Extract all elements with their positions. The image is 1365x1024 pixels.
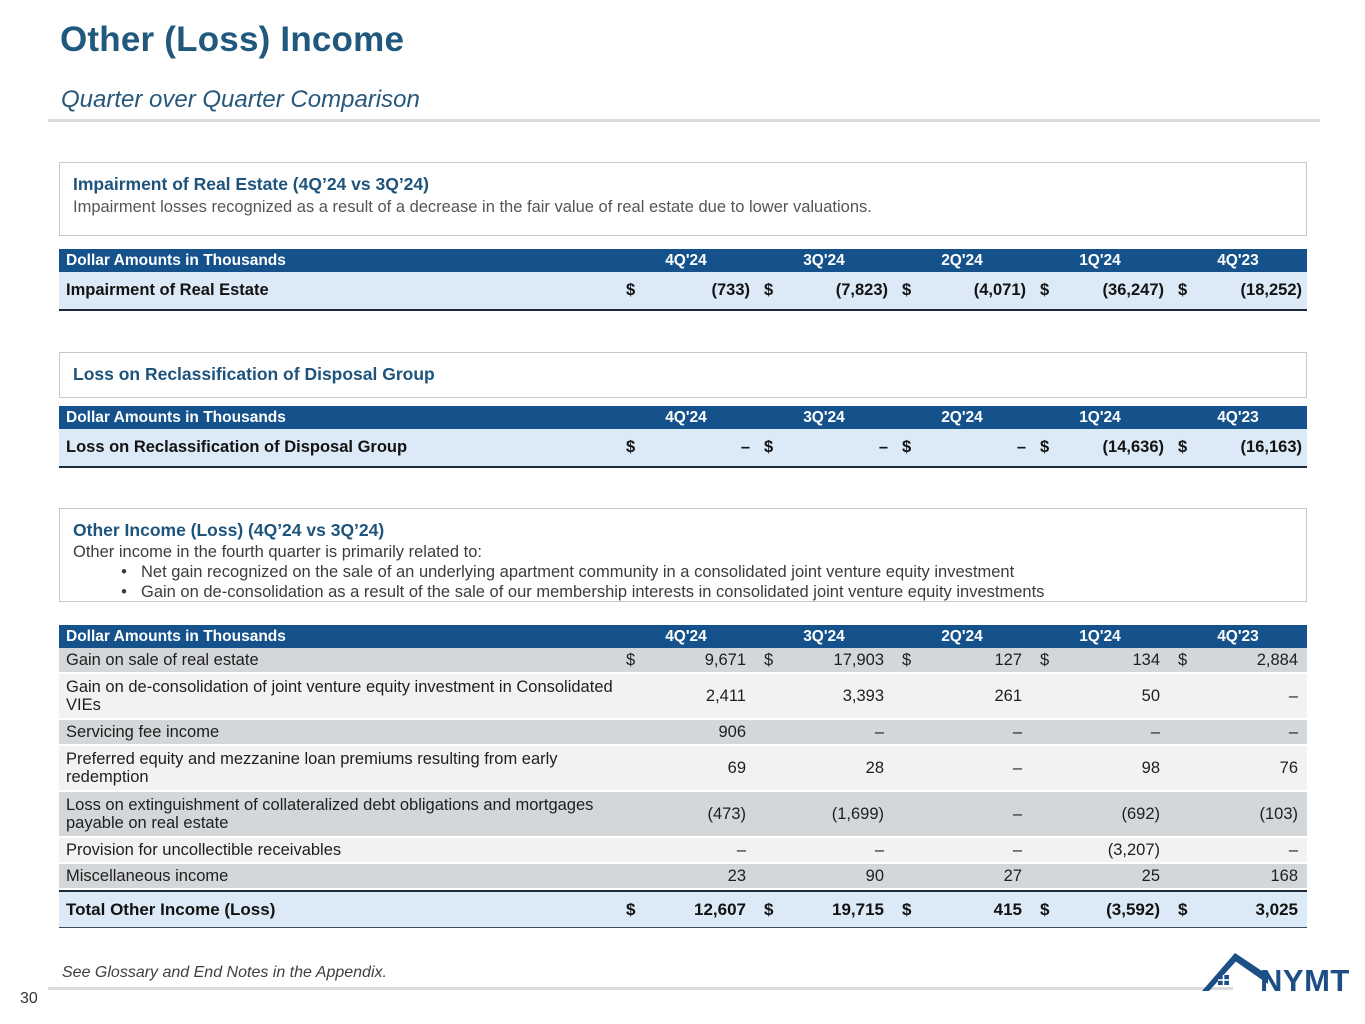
row-label: Preferred equity and mezzanine loan premiums resulting from early redemption	[66, 749, 558, 786]
row-label: Gain on de-consolidation of joint venture equity investment in Consolidated VIEs	[66, 677, 613, 714]
currency-symbol: $	[626, 438, 636, 456]
column-header: 4Q'24	[665, 627, 707, 645]
table-row	[59, 838, 1307, 864]
section-description: Impairment losses recognized as a result of a decrease in the fair value of real estate due to lower valuations.	[73, 198, 872, 216]
currency-symbol: $	[1040, 650, 1050, 669]
value-cell	[1169, 867, 1307, 886]
cell-value: –	[740, 438, 750, 456]
cell-value: 12,607	[694, 899, 746, 919]
cell-value: 2,884	[1256, 650, 1298, 669]
cell-value: 2,411	[705, 686, 746, 705]
value-cell	[893, 841, 1031, 860]
value-cell	[1031, 867, 1169, 886]
column-header: 1Q'24	[1079, 627, 1121, 645]
cell-value: 906	[718, 722, 746, 741]
currency-symbol: $	[1040, 899, 1050, 919]
value-cell	[1169, 651, 1307, 670]
value-cell	[893, 900, 1031, 920]
cell-value: –	[874, 722, 884, 741]
cell-value: –	[1012, 758, 1022, 777]
title-divider	[48, 119, 1320, 122]
cell-value: (3,207)	[1107, 840, 1160, 859]
currency-symbol: $	[626, 899, 636, 919]
value-cell	[755, 687, 893, 706]
column-header: 4Q'23	[1217, 408, 1259, 426]
currency-symbol: $	[626, 650, 636, 669]
value-cell	[617, 759, 755, 778]
table-row	[59, 272, 1307, 311]
value-cell	[755, 759, 893, 778]
value-cell	[1031, 900, 1169, 920]
row-label: Impairment of Real Estate	[66, 281, 269, 300]
column-header: 4Q'24	[665, 408, 707, 426]
value-cell	[617, 687, 755, 706]
cell-value: (692)	[1121, 804, 1160, 823]
value-cell	[893, 687, 1031, 706]
cell-value: 261	[994, 686, 1022, 705]
value-cell	[617, 651, 755, 670]
table-row	[59, 720, 1307, 746]
currency-symbol: $	[764, 281, 774, 299]
value-cell	[1031, 651, 1169, 670]
page-number: 30	[20, 990, 38, 1007]
cell-value: (733)	[711, 281, 750, 299]
bullet-glyph: •	[121, 563, 127, 581]
value-cell	[755, 841, 893, 860]
bullet-item	[73, 562, 1293, 582]
cell-value: –	[1012, 804, 1022, 823]
reclassification-table	[59, 406, 1307, 468]
column-header: 2Q'24	[941, 251, 983, 269]
cell-value: 69	[727, 758, 746, 777]
cell-value: (18,252)	[1240, 281, 1302, 299]
column-header: 3Q'24	[803, 627, 845, 645]
value-cell	[1169, 759, 1307, 778]
table-row	[59, 674, 1307, 720]
cell-value: 3,393	[842, 686, 884, 705]
currency-symbol: $	[1178, 438, 1188, 456]
cell-value: 415	[993, 899, 1022, 919]
currency-symbol: $	[1040, 438, 1050, 456]
currency-symbol: $	[1178, 650, 1188, 669]
value-cell	[755, 900, 893, 920]
page-title: Other (Loss) Income	[60, 20, 405, 59]
cell-value: 19,715	[832, 899, 884, 919]
footer-divider	[48, 987, 1233, 990]
row-label: Miscellaneous income	[66, 866, 229, 885]
table-header	[59, 406, 1307, 429]
cell-value: 27	[1003, 866, 1022, 885]
table-row	[59, 746, 1307, 792]
currency-symbol: $	[902, 650, 912, 669]
value-cell	[755, 723, 893, 742]
cell-value: (473)	[707, 804, 746, 823]
value-cell	[893, 805, 1031, 824]
column-header: 4Q'23	[1217, 251, 1259, 269]
table-header	[59, 249, 1307, 272]
currency-symbol: $	[626, 281, 636, 299]
value-cell	[1031, 438, 1169, 457]
cell-value: (103)	[1259, 804, 1298, 823]
row-label: Loss on extinguishment of collateralized debt obligations and mortgages payable on real estate	[66, 795, 594, 832]
cell-value: 25	[1141, 866, 1160, 885]
bullet-glyph: •	[121, 583, 127, 602]
column-header: 1Q'24	[1079, 408, 1121, 426]
column-header: 3Q'24	[803, 251, 845, 269]
cell-value: 90	[865, 866, 884, 885]
value-cell	[617, 723, 755, 742]
currency-symbol: $	[902, 281, 912, 299]
cell-value: 50	[1141, 686, 1160, 705]
currency-symbol: $	[1040, 281, 1050, 299]
value-cell	[755, 438, 893, 457]
section-other-income	[59, 508, 1307, 602]
cell-value: (3,592)	[1106, 899, 1160, 919]
value-cell	[755, 651, 893, 670]
value-cell	[617, 841, 755, 860]
section-heading: Impairment of Real Estate (4Q’24 vs 3Q’24)	[73, 174, 429, 194]
cell-value: 23	[727, 866, 746, 885]
value-cell	[1169, 900, 1307, 920]
cell-value: (1,699)	[831, 804, 884, 823]
table-row	[59, 648, 1307, 674]
value-cell	[1031, 281, 1169, 300]
cell-value: (36,247)	[1102, 281, 1164, 299]
table-header-label: Dollar Amounts in Thousands	[66, 251, 286, 269]
cell-value: –	[878, 438, 888, 456]
value-cell	[1169, 723, 1307, 742]
cell-value: –	[1288, 840, 1298, 859]
cell-value: –	[1288, 722, 1298, 741]
cell-value: 127	[994, 650, 1022, 669]
value-cell	[893, 438, 1031, 457]
cell-value: (16,163)	[1240, 438, 1302, 456]
column-header: 4Q'23	[1217, 627, 1259, 645]
cell-value: 168	[1270, 866, 1298, 885]
cell-value: –	[874, 840, 884, 859]
value-cell	[617, 867, 755, 886]
cell-value: (7,823)	[835, 281, 888, 299]
cell-value: (4,071)	[973, 281, 1026, 299]
value-cell	[755, 867, 893, 886]
value-cell	[617, 281, 755, 300]
bullet-text: Gain on de-consolidation as a result of the sale of our membership interests in consolidated joint venture equity investments	[141, 583, 1045, 602]
currency-symbol: $	[764, 650, 774, 669]
cell-value: –	[1012, 840, 1022, 859]
value-cell	[893, 723, 1031, 742]
value-cell	[1169, 281, 1307, 300]
section-impairment	[59, 162, 1307, 236]
value-cell	[755, 805, 893, 824]
table-row	[59, 429, 1307, 468]
logo-text: NYMT	[1260, 963, 1350, 998]
table-row	[59, 792, 1307, 838]
cell-value: –	[1288, 686, 1298, 705]
currency-symbol: $	[902, 438, 912, 456]
value-cell	[1169, 687, 1307, 706]
house-roof-icon	[1202, 950, 1268, 997]
bullet-item	[73, 582, 1293, 602]
row-label: Gain on sale of real estate	[66, 650, 259, 669]
cell-value: 98	[1141, 758, 1160, 777]
row-label: Provision for uncollectible receivables	[66, 840, 342, 859]
currency-symbol: $	[764, 899, 774, 919]
column-header: 3Q'24	[803, 408, 845, 426]
currency-symbol: $	[1178, 281, 1188, 299]
cell-value: 3,025	[1255, 899, 1298, 919]
column-header: 1Q'24	[1079, 251, 1121, 269]
value-cell	[1031, 805, 1169, 824]
value-cell	[1031, 687, 1169, 706]
currency-symbol: $	[1178, 899, 1188, 919]
cell-value: –	[1150, 722, 1160, 741]
page-subtitle: Quarter over Quarter Comparison	[61, 86, 420, 113]
footnote: See Glossary and End Notes in the Appendix.	[62, 964, 387, 981]
cell-value: 134	[1132, 650, 1160, 669]
column-header: 4Q'24	[665, 251, 707, 269]
section-reclassification	[59, 352, 1307, 398]
value-cell	[1169, 841, 1307, 860]
value-cell	[755, 281, 893, 300]
column-header: 2Q'24	[941, 408, 983, 426]
value-cell	[617, 438, 755, 457]
cell-value: 9,671	[704, 650, 746, 669]
table-header	[59, 625, 1307, 648]
value-cell	[1031, 759, 1169, 778]
row-label: Loss on Reclassification of Disposal Group	[66, 438, 408, 457]
column-header: 2Q'24	[941, 627, 983, 645]
value-cell	[1169, 805, 1307, 824]
value-cell	[617, 900, 755, 920]
cell-value: (14,636)	[1102, 438, 1164, 456]
value-cell	[893, 759, 1031, 778]
row-label: Servicing fee income	[66, 722, 220, 741]
value-cell	[1169, 438, 1307, 457]
bullet-text: Net gain recognized on the sale of an underlying apartment community in a consolidated joint venture equity investment	[141, 563, 1015, 581]
table-header-label: Dollar Amounts in Thousands	[66, 627, 286, 645]
value-cell	[893, 651, 1031, 670]
cell-value: –	[736, 840, 746, 859]
value-cell	[893, 281, 1031, 300]
value-cell	[1031, 841, 1169, 860]
nymt-logo	[1202, 950, 1350, 997]
table-header-label: Dollar Amounts in Thousands	[66, 408, 286, 426]
value-cell	[617, 805, 755, 824]
cell-value: –	[1016, 438, 1026, 456]
currency-symbol: $	[902, 899, 912, 919]
cell-value: 17,903	[833, 650, 884, 669]
section-heading: Loss on Reclassification of Disposal Group	[73, 364, 435, 384]
value-cell	[893, 867, 1031, 886]
section-heading: Other Income (Loss) (4Q’24 vs 3Q’24)	[73, 520, 385, 540]
currency-symbol: $	[764, 438, 774, 456]
impairment-table	[59, 249, 1307, 311]
other-income-table	[59, 625, 1307, 928]
section-intro: Other income in the fourth quarter is primarily related to:	[73, 543, 483, 561]
table-total-row	[59, 890, 1307, 928]
table-row	[59, 864, 1307, 890]
cell-value: –	[1012, 722, 1022, 741]
value-cell	[1031, 723, 1169, 742]
row-label: Total Other Income (Loss)	[66, 899, 276, 919]
cell-value: 28	[865, 758, 884, 777]
cell-value: 76	[1279, 758, 1298, 777]
